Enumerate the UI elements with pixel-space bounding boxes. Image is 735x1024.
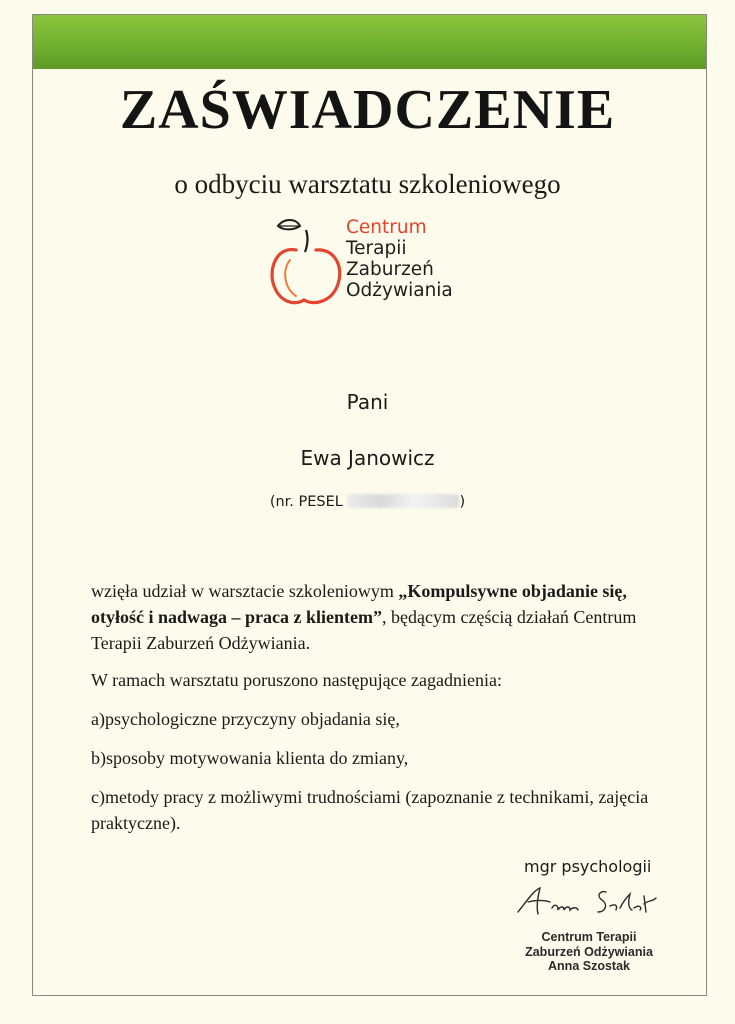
stamp-line-3: Anna Szostak	[548, 959, 630, 971]
redacted-pesel	[347, 494, 459, 508]
apple-icon	[266, 216, 346, 312]
stamp-line-2: Zaburzeń Odżywiania	[525, 944, 653, 959]
topic-item: c)metody pracy z możliwymi trudnościami (zapoznanie z technikami, zajęcia praktyczne).	[91, 787, 649, 833]
certificate-body	[91, 578, 656, 849]
recipient-name: Ewa Janowicz	[300, 446, 435, 470]
pesel-prefix: (nr. PESEL	[269, 494, 343, 510]
logo-wordmark	[346, 217, 453, 301]
organization-logo	[266, 216, 486, 312]
participation-statement	[91, 578, 656, 656]
intro-text-end: , będącym częścią działań Centrum Terapii Zaburzeń Odżywiania.	[91, 607, 637, 653]
certificate-title: ZAŚWIADCZENIE	[119, 79, 616, 141]
workshop-title: „Kompulsywne objadanie się, otyłość i nadwaga – praca z klientem”	[91, 581, 627, 627]
organization-stamp	[519, 930, 659, 971]
topics-heading: W ramach warsztatu poruszono następujące zagadnienia:	[91, 670, 502, 690]
stamp-line-1: Centrum Terapii	[541, 930, 637, 944]
logo-line-3: Zaburzeń	[346, 259, 434, 280]
pesel-line	[0, 494, 735, 510]
logo-line-1: Centrum	[346, 217, 427, 238]
handwritten-signature	[510, 882, 670, 922]
salutation: Pani	[346, 390, 389, 414]
signatory-title: mgr psychologii	[524, 857, 652, 876]
certificate-subtitle: o odbyciu warsztatu szkoleniowego	[174, 169, 561, 199]
logo-line-2: Terapii	[346, 238, 407, 259]
logo-line-4: Odżywiania	[346, 280, 453, 301]
pesel-suffix: )	[459, 494, 466, 510]
topic-item: a)psychologiczne przyczyny objadania się,	[91, 709, 400, 729]
topic-item: b)sposoby motywowania klienta do zmiany,	[91, 748, 409, 768]
intro-text: wzięła udział w warsztacie szkoleniowym	[91, 581, 399, 601]
